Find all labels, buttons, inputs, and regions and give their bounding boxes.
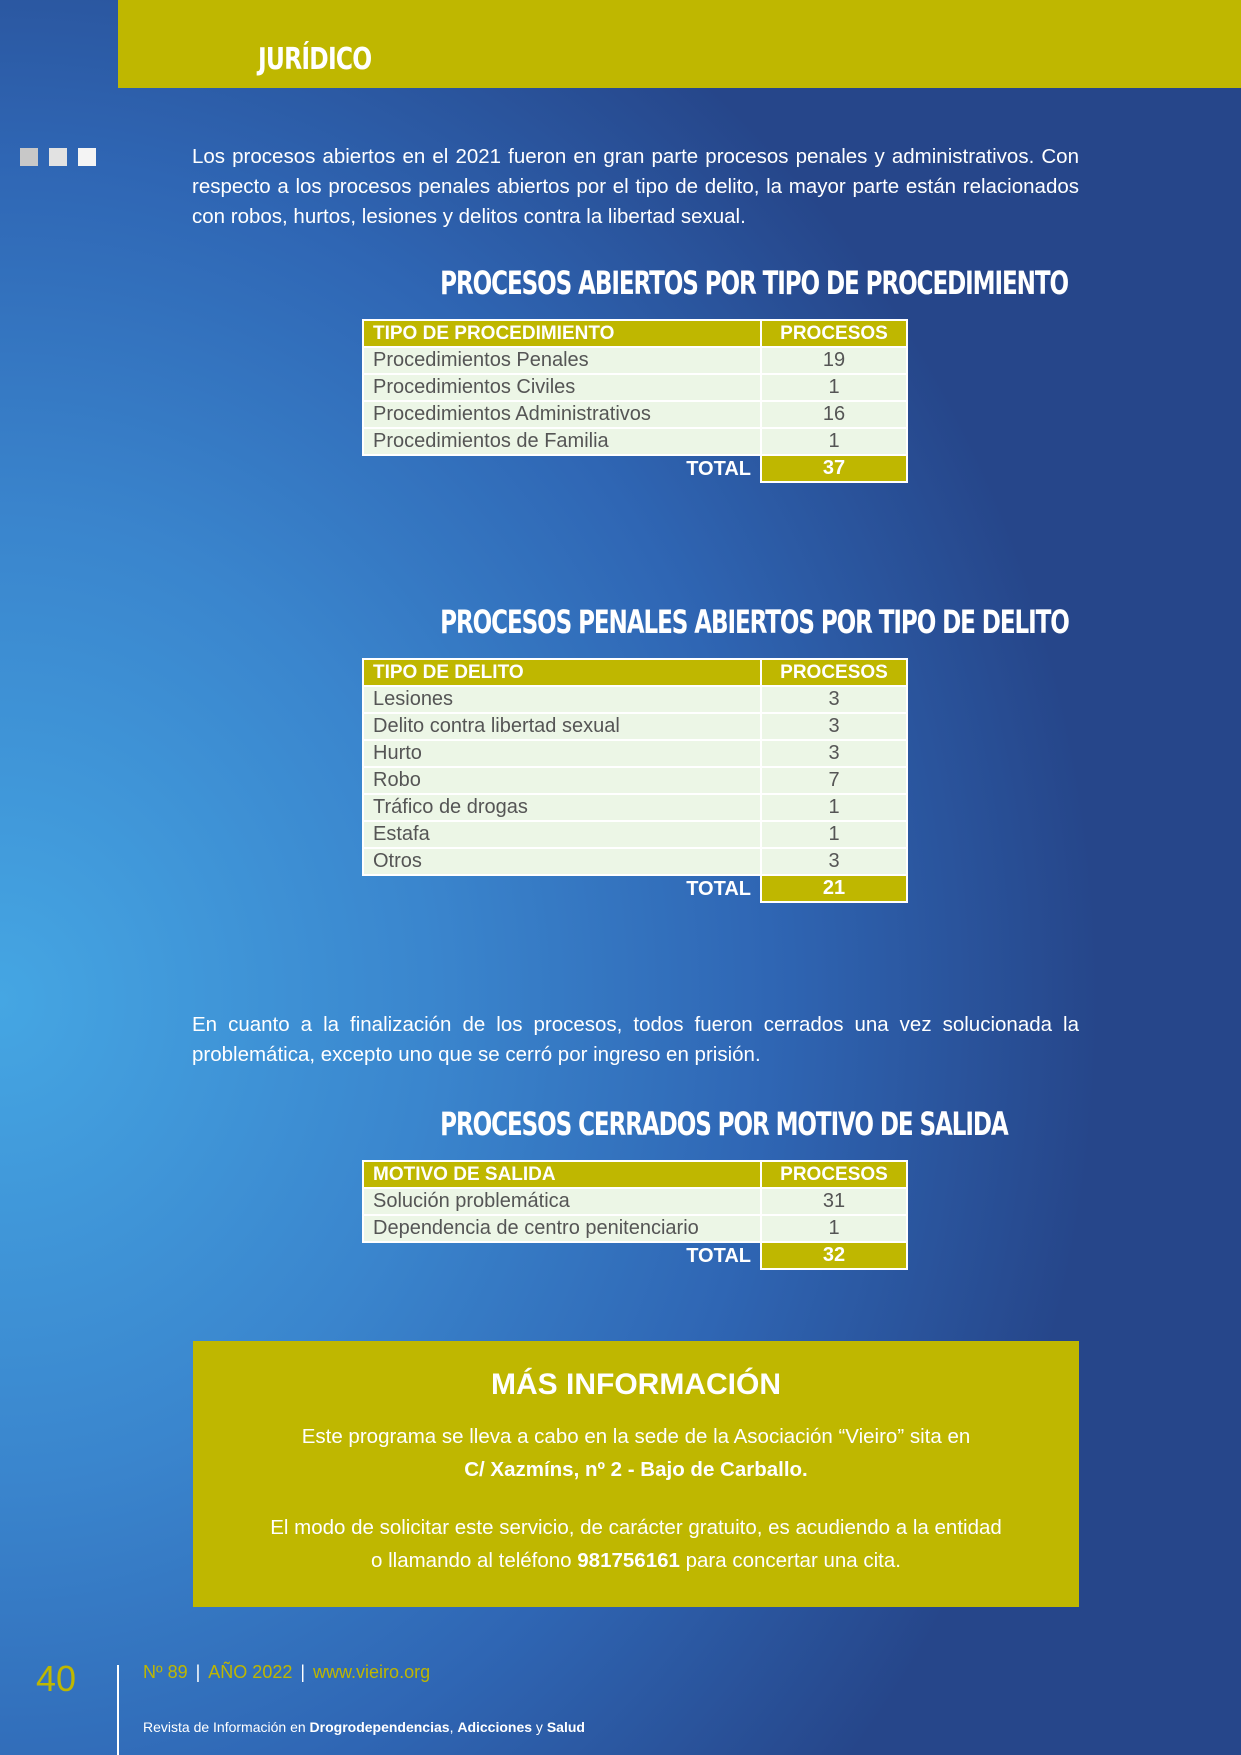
table-row xyxy=(363,713,907,740)
total-value: 32 xyxy=(761,1242,907,1269)
info-title: MÁS INFORMACIÓN xyxy=(491,1368,781,1401)
footer-divider xyxy=(117,1665,119,1755)
address-text: C/ Xazmíns, nº 2 - Bajo de Carballo. xyxy=(464,1458,808,1481)
row-value: 3 xyxy=(761,713,907,740)
row-value: 3 xyxy=(761,848,907,875)
column-header: TIPO DE DELITO xyxy=(363,659,761,686)
table-title: PROCESOS ABIERTOS POR TIPO DE PROCEDIMIENTO xyxy=(440,264,1068,302)
separator: | xyxy=(300,1662,306,1682)
info-line xyxy=(193,1544,1079,1577)
row-value: 1 xyxy=(761,794,907,821)
table-row xyxy=(363,1188,907,1215)
table-header-row xyxy=(363,659,907,686)
table-row xyxy=(363,686,907,713)
row-label: Hurto xyxy=(363,740,761,767)
subtitle-text: , xyxy=(449,1719,458,1735)
table-row xyxy=(363,401,907,428)
crime-type-table xyxy=(362,658,908,903)
row-value: 16 xyxy=(761,401,907,428)
total-label: TOTAL xyxy=(686,457,751,480)
phone-suffix: para concertar una cita. xyxy=(679,1549,901,1572)
procedure-table xyxy=(362,319,908,483)
row-value: 7 xyxy=(761,767,907,794)
info-line: El modo de solicitar este servicio, de carácter gratuito, es acudiendo a la entidad xyxy=(270,1516,1002,1539)
table-row xyxy=(363,740,907,767)
column-header: PROCESOS xyxy=(761,1161,907,1188)
table-row xyxy=(363,767,907,794)
table-row xyxy=(363,794,907,821)
section-title: JURÍDICO xyxy=(258,42,372,77)
row-label: Lesiones xyxy=(363,686,761,713)
exit-reason-table xyxy=(362,1160,908,1270)
column-header: TIPO DE PROCEDIMIENTO xyxy=(363,320,761,347)
total-row xyxy=(363,1242,907,1269)
issue-year: AÑO 2022 xyxy=(208,1662,293,1682)
separator: | xyxy=(195,1662,201,1682)
row-label: Otros xyxy=(363,848,761,875)
total-value: 37 xyxy=(761,455,907,482)
table-header-row xyxy=(363,1161,907,1188)
subtitle-bold: Salud xyxy=(546,1719,585,1735)
square-icon xyxy=(78,148,96,166)
row-value: 3 xyxy=(761,686,907,713)
table-row xyxy=(363,347,907,374)
table-title: PROCESOS PENALES ABIERTOS POR TIPO DE DELITO xyxy=(440,603,1069,641)
table-title: PROCESOS CERRADOS POR MOTIVO DE SALIDA xyxy=(440,1105,1008,1143)
row-label: Dependencia de centro penitenciario xyxy=(363,1215,761,1242)
footer-meta xyxy=(143,1662,430,1683)
row-label: Tráfico de drogas xyxy=(363,794,761,821)
decorative-squares xyxy=(20,148,96,166)
row-label: Procedimientos Penales xyxy=(363,347,761,374)
column-header: PROCESOS xyxy=(761,659,907,686)
row-label: Procedimientos Administrativos xyxy=(363,401,761,428)
row-value: 19 xyxy=(761,347,907,374)
row-value: 1 xyxy=(761,1215,907,1242)
phone-number: 981756161 xyxy=(577,1549,680,1572)
subtitle-bold: Drogrodependencias xyxy=(309,1719,450,1735)
row-label: Estafa xyxy=(363,821,761,848)
page-number: 40 xyxy=(36,1658,77,1699)
row-value: 1 xyxy=(761,374,907,401)
total-label: TOTAL xyxy=(686,877,751,900)
table-row xyxy=(363,374,907,401)
row-value: 1 xyxy=(761,428,907,455)
closing-paragraph: En cuanto a la finalización de los procesos, todos fueron cerrados una vez solucionada la problemática, excepto uno que se cerró por ingreso en prisión. xyxy=(192,1013,1079,1066)
issue-number: Nº 89 xyxy=(143,1662,188,1682)
row-value: 31 xyxy=(761,1188,907,1215)
square-icon xyxy=(49,148,67,166)
column-header: MOTIVO DE SALIDA xyxy=(363,1161,761,1188)
intro-paragraph: Los procesos abiertos en el 2021 fueron en gran parte procesos penales y administrativos. Con respecto a los procesos penales abiertos por el tipo de delito, la mayor parte están relacionados con robos, hurtos, lesiones y delitos contra la libertad sexual. xyxy=(192,145,1079,228)
phone-prefix: o llamando al teléfono xyxy=(371,1549,578,1572)
total-value: 21 xyxy=(761,875,907,902)
row-label: Delito contra libertad sexual xyxy=(363,713,761,740)
row-label: Procedimientos Civiles xyxy=(363,374,761,401)
table-row xyxy=(363,848,907,875)
table-row xyxy=(363,1215,907,1242)
total-row xyxy=(363,455,907,482)
website-link[interactable]: www.vieiro.org xyxy=(313,1662,431,1682)
subtitle-text: y xyxy=(532,1719,547,1735)
row-value: 1 xyxy=(761,821,907,848)
table-row xyxy=(363,428,907,455)
total-label: TOTAL xyxy=(686,1244,751,1267)
column-header: PROCESOS xyxy=(761,320,907,347)
table-header-row xyxy=(363,320,907,347)
square-icon xyxy=(20,148,38,166)
footer-subtitle xyxy=(143,1719,585,1735)
subtitle-bold: Adicciones xyxy=(457,1719,533,1735)
table-row xyxy=(363,821,907,848)
info-address xyxy=(193,1453,1079,1486)
more-info-box xyxy=(193,1341,1079,1607)
row-value: 3 xyxy=(761,740,907,767)
row-label: Robo xyxy=(363,767,761,794)
total-row xyxy=(363,875,907,902)
subtitle-text: Revista de Información en xyxy=(143,1719,310,1735)
row-label: Procedimientos de Familia xyxy=(363,428,761,455)
info-line: Este programa se lleva a cabo en la sede de la Asociación “Vieiro” sita en xyxy=(301,1425,971,1448)
row-label: Solución problemática xyxy=(363,1188,761,1215)
